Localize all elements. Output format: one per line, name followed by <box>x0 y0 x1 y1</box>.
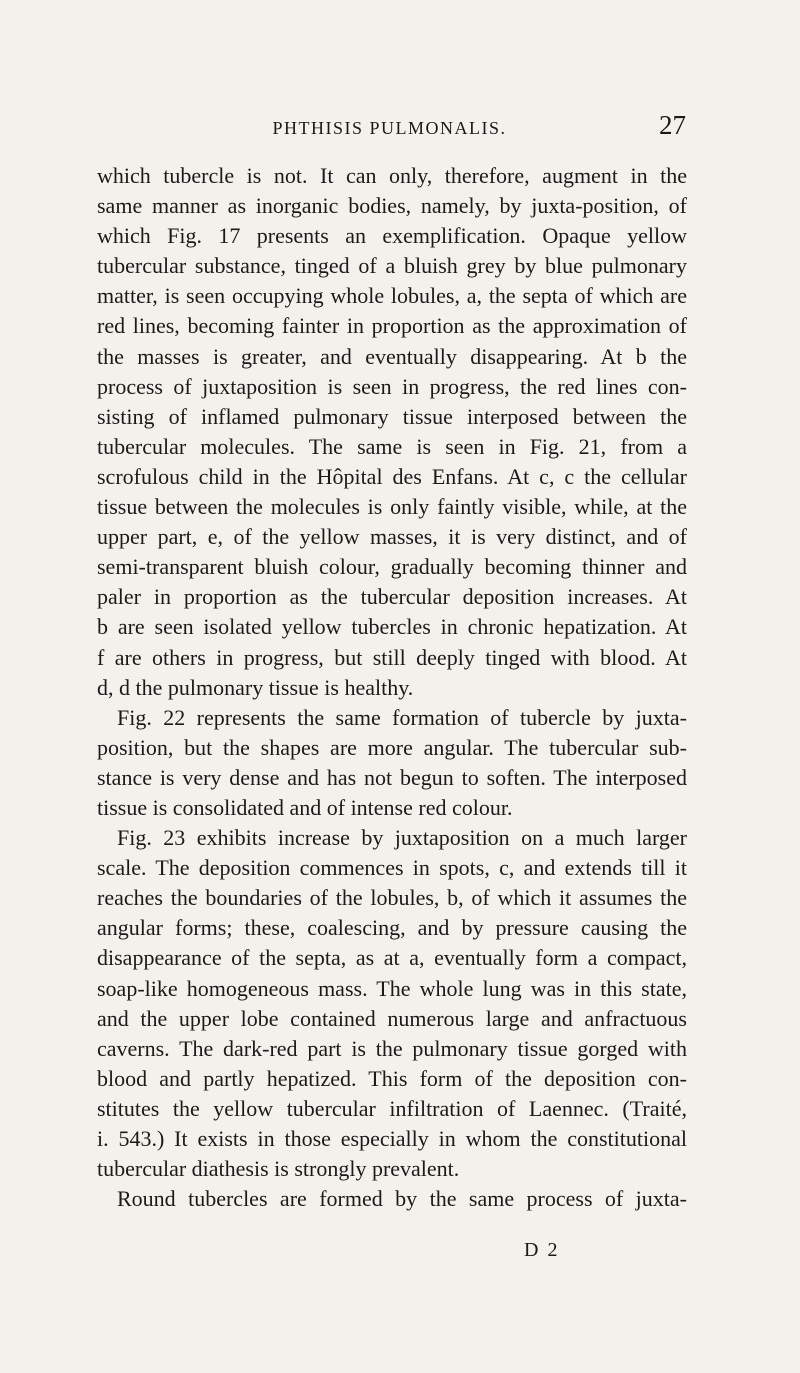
text-line: red lines, becoming fainter in proportion as the approximation of <box>97 313 687 339</box>
text-line: reaches the boundaries of the lobules, b, of which it assumes the <box>97 885 687 911</box>
body-text <box>97 161 687 1214</box>
page-number: 27 <box>659 110 686 140</box>
text-line: tissue is consolidated and of intense red colour. <box>97 794 513 820</box>
text-line: scrofulous child in the Hôpital des Enfans. At c, c the cellular <box>97 463 687 489</box>
text-line: stance is very dense and has not begun to soften. The interposed <box>97 764 687 790</box>
text-line: f are others in progress, but still deeply tinged with blood. At <box>97 644 687 670</box>
text-line: angular forms; these, coalescing, and by pressure causing the <box>97 915 687 941</box>
text-line: matter, is seen occupying whole lobules, a, the septa of which are <box>97 283 687 309</box>
text-line: the masses is greater, and eventually disappearing. At b the <box>97 343 687 369</box>
text-line: Fig. 23 exhibits increase by juxtaposition on a much larger <box>117 825 687 851</box>
signature-mark: D 2 <box>524 1239 560 1261</box>
text-line: blood and partly hepatized. This form of the deposition con- <box>97 1065 687 1091</box>
text-line: tissue between the molecules is only faintly visible, while, at the <box>97 494 687 520</box>
text-line: Fig. 22 represents the same formation of tubercle by juxta- <box>117 704 687 730</box>
text-line: scale. The deposition commences in spots, c, and extends till it <box>97 855 687 881</box>
text-line: tubercular diathesis is strongly prevalent. <box>97 1156 460 1182</box>
text-line: soap-like homogeneous mass. The whole lung was in this state, <box>97 975 687 1001</box>
text-line: upper part, e, of the yellow masses, it is very distinct, and of <box>97 524 687 550</box>
text-line: paler in proportion as the tubercular deposition increases. At <box>97 584 687 610</box>
text-line: i. 543.) It exists in those especially in whom the constitutional <box>97 1126 687 1151</box>
text-line: tubercular substance, tinged of a bluish grey by blue pulmonary <box>97 253 687 279</box>
text-line: disappearance of the septa, as at a, eventually form a compact, <box>97 945 687 971</box>
text-line: which tubercle is not. It can only, therefore, augment in the <box>97 163 687 188</box>
page-header <box>97 110 686 148</box>
text-line: caverns. The dark-red part is the pulmonary tissue gorged with <box>97 1035 687 1061</box>
text-line: Round tubercles are formed by the same process of juxta- <box>117 1186 687 1212</box>
text-line: stitutes the yellow tubercular infiltration of Laennec. (Traité, <box>97 1095 687 1121</box>
text-line: b are seen isolated yellow tubercles in chronic hepatization. At <box>97 614 687 640</box>
text-line: position, but the shapes are more angular. The tubercular sub- <box>97 734 687 760</box>
text-line: and the upper lobe contained numerous large and anfractuous <box>97 1005 687 1031</box>
text-line: semi-transparent bluish colour, gradually becoming thinner and <box>97 554 687 580</box>
text-line: tubercular molecules. The same is seen in Fig. 21, from a <box>97 433 687 459</box>
text-line: process of juxtaposition is seen in progress, the red lines con- <box>97 373 687 399</box>
running-head: PHTHISIS PULMONALIS. <box>272 118 507 138</box>
text-line: d, d the pulmonary tissue is healthy. <box>97 674 414 700</box>
text-line: which Fig. 17 presents an exemplification. Opaque yellow <box>97 223 687 249</box>
text-line: sisting of inflamed pulmonary tissue interposed between the <box>97 403 687 429</box>
text-line: same manner as inorganic bodies, namely, by juxta-position, of <box>97 193 687 219</box>
